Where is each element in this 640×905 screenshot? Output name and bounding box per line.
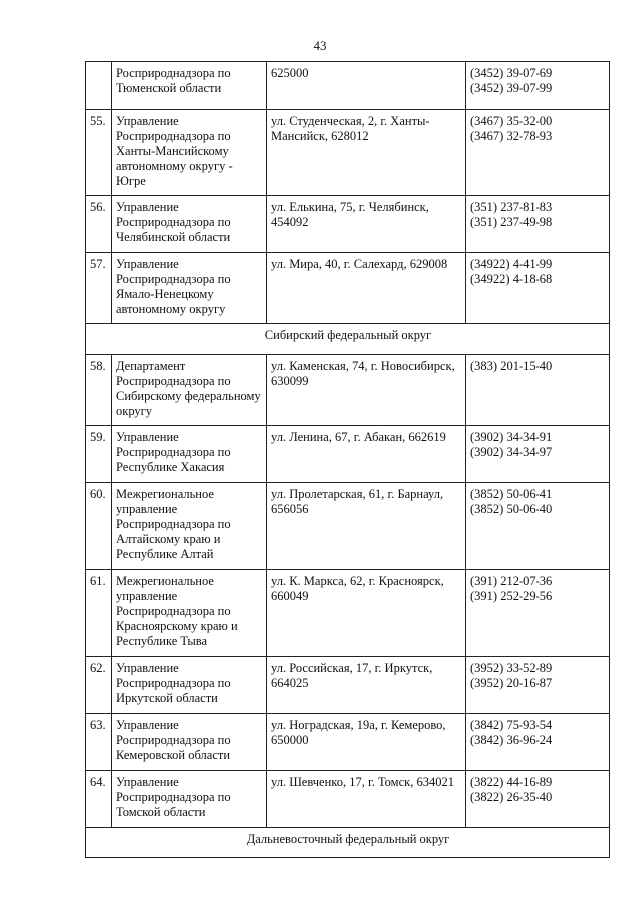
table-row (86, 570, 610, 657)
table-row (86, 62, 610, 110)
row-number: 62. (86, 657, 112, 714)
phone-number: (34922) 4-18-68 (470, 272, 553, 286)
phone-numbers (466, 62, 610, 110)
row-number: 60. (86, 483, 112, 570)
organization-name: Управление Росприроднадзора по Республике Хакасия (112, 426, 267, 483)
phone-numbers (466, 110, 610, 196)
postal-address: ул. Ноградская, 19а, г. Кемерово, 650000 (267, 714, 466, 771)
row-number (86, 62, 112, 110)
phone-numbers (466, 657, 610, 714)
postal-address: ул. Каменская, 74, г. Новосибирск, 630099 (267, 355, 466, 426)
phone-numbers (466, 355, 610, 426)
table-row (86, 426, 610, 483)
organization-name: Управление Росприроднадзора по Кемеровской области (112, 714, 267, 771)
district-header-row (86, 828, 610, 858)
phone-numbers (466, 426, 610, 483)
postal-address: ул. Мира, 40, г. Салехард, 629008 (267, 253, 466, 324)
phone-numbers (466, 570, 610, 657)
organization-name: Управление Росприроднадзора по Челябинской области (112, 196, 267, 253)
table-row (86, 253, 610, 324)
table-row (86, 110, 610, 196)
phone-number: (3452) 39-07-99 (470, 81, 553, 95)
postal-address: 625000 (267, 62, 466, 110)
phone-number: (3467) 32-78-93 (470, 129, 553, 143)
district-heading: Сибирский федеральный округ (86, 324, 610, 355)
district-header-row (86, 324, 610, 355)
postal-address: ул. Шевченко, 17, г. Томск, 634021 (267, 771, 466, 828)
phone-number: (3467) 35-32-00 (470, 114, 553, 128)
table-row (86, 483, 610, 570)
row-number: 63. (86, 714, 112, 771)
phone-number: (3842) 36-96-24 (470, 733, 553, 747)
phone-number: (3952) 33-52-89 (470, 661, 553, 675)
row-number: 64. (86, 771, 112, 828)
phone-number: (351) 237-49-98 (470, 215, 553, 229)
table-body (86, 62, 610, 858)
phone-number: (3902) 34-34-97 (470, 445, 553, 459)
phone-numbers (466, 253, 610, 324)
table-row (86, 657, 610, 714)
row-number: 59. (86, 426, 112, 483)
postal-address: ул. Ленина, 67, г. Абакан, 662619 (267, 426, 466, 483)
organization-name: Росприроднадзора по Тюменской области (112, 62, 267, 110)
phone-number: (3822) 26-35-40 (470, 790, 553, 804)
phone-number: (3952) 20-16-87 (470, 676, 553, 690)
phone-number: (391) 212-07-36 (470, 574, 553, 588)
postal-address: ул. Елькина, 75, г. Челябинск, 454092 (267, 196, 466, 253)
row-number: 56. (86, 196, 112, 253)
phone-numbers (466, 771, 610, 828)
phone-number: (391) 252-29-56 (470, 589, 553, 603)
postal-address: ул. Пролетарская, 61, г. Барнаул, 656056 (267, 483, 466, 570)
phone-numbers (466, 714, 610, 771)
phone-number: (3842) 75-93-54 (470, 718, 553, 732)
organization-name: Межрегиональное управление Росприроднадзора по Красноярскому краю и Республике Тыва (112, 570, 267, 657)
row-number: 57. (86, 253, 112, 324)
phone-numbers (466, 483, 610, 570)
phone-number: (351) 237-81-83 (470, 200, 553, 214)
organization-name: Департамент Росприроднадзора по Сибирскому федеральному округу (112, 355, 267, 426)
phone-number: (34922) 4-41-99 (470, 257, 553, 271)
phone-numbers (466, 196, 610, 253)
organization-name: Управление Росприроднадзора по Томской области (112, 771, 267, 828)
district-heading: Дальневосточный федеральный округ (86, 828, 610, 858)
organization-name: Управление Росприроднадзора по Ямало-Ненецкому автономному округу (112, 253, 267, 324)
postal-address: ул. Российская, 17, г. Иркутск, 664025 (267, 657, 466, 714)
organization-name: Управление Росприроднадзора по Иркутской области (112, 657, 267, 714)
phone-number: (3852) 50-06-40 (470, 502, 553, 516)
row-number: 61. (86, 570, 112, 657)
phone-number: (3822) 44-16-89 (470, 775, 553, 789)
table-row (86, 355, 610, 426)
table-row (86, 771, 610, 828)
agency-address-table (85, 61, 610, 858)
row-number: 58. (86, 355, 112, 426)
organization-name: Межрегиональное управление Росприроднадзора по Алтайскому краю и Республике Алтай (112, 483, 267, 570)
postal-address: ул. Студенческая, 2, г. Ханты-Мансийск, 628012 (267, 110, 466, 196)
page-number: 43 (313, 38, 327, 53)
phone-number: (3902) 34-34-91 (470, 430, 553, 444)
phone-number: (383) 201-15-40 (470, 359, 553, 373)
postal-address: ул. К. Маркса, 62, г. Красноярск, 660049 (267, 570, 466, 657)
phone-number: (3452) 39-07-69 (470, 66, 553, 80)
row-number: 55. (86, 110, 112, 196)
table-row (86, 196, 610, 253)
phone-number: (3852) 50-06-41 (470, 487, 553, 501)
organization-name: Управление Росприроднадзора по Ханты-Мансийскому автономному округу - Югре (112, 110, 267, 196)
table-row (86, 714, 610, 771)
